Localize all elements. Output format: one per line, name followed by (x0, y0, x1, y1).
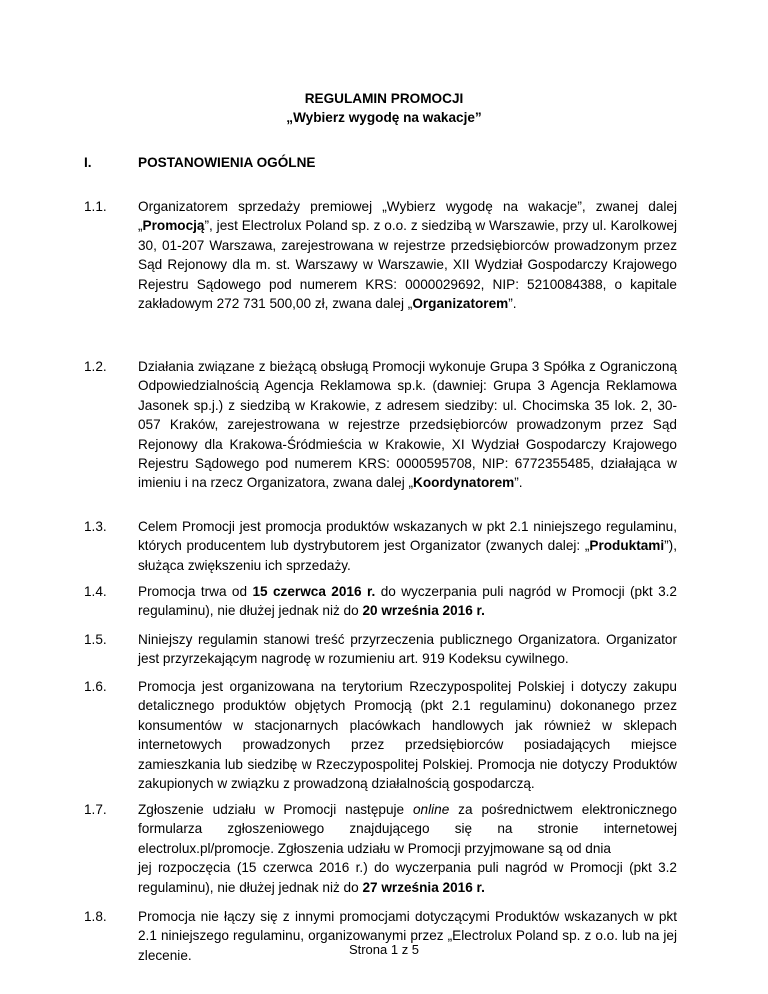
document-title: REGULAMIN PROMOCJI (304, 91, 464, 106)
clause-text: Niniejszy regulamin stanowi treść przyrzeczenia publicznego Organizatora. Organizator jest przyrzekającym nagrodę w rozumieniu art. 919 Kodeksu cywilnego. (138, 632, 677, 667)
clause-text: Działania związane z bieżącą obsługą Promocji wykonuje Grupa 3 Spółka z Ograniczoną Odpowiedzialnością Agencja Reklamowa sp.k. (dawniej: Grupa 3 Agencja Reklamowa Jasonek sp.j.) z siedzibą w Krakowie, z adresem siedziby: ul. Chocimska 35 lok. 2, 30-057 Kraków, zarejestrowana w rejestrze przedsiębiorców prowadzonym przez Sąd Rejonowy dla Krakowa-Śródmieścia w Krakowie, XI Wydział Gospodarczy Krajowego Rejestru Sądowego pod numerem KRS: 0000595708, NIP: 6772355485, działająca w imieniu i na rzecz Organizatora, zwana dalej „Koordynatorem”. (138, 359, 677, 491)
clause-text: Promocja trwa od 15 czerwca 2016 r. do wyczerpania puli nagród w Promocji (pkt 3.2 regulaminu), nie dłużej jednak niż do 20 września 2016 r. (138, 584, 677, 619)
clause-number: 1.1. (84, 199, 107, 214)
clause-text: Zgłoszenie udziału w Promocji następuje online za pośrednictwem elektronicznego formularza zgłoszeniowego znajdującego się na stronie internetowej electrolux.pl/promocje. Zgłoszenia udziału w Promocji przyjmowane są od dnia jej rozpoczęcia (15 czerwca 2016 r.) do wyczerpania puli nagród w Promocji (pkt 3.2 regulaminu), nie dłużej jednak niż do 27 września 2016 r. (138, 802, 677, 895)
document-subtitle: „Wybierz wygodę na wakacje” (286, 110, 482, 125)
clause-number: 1.5. (84, 632, 107, 647)
clause-text: Promocja jest organizowana na terytorium Rzeczypospolitej Polskiej i dotyczy zakupu detalicznego produktów objętych Promocją (pkt 2.1 regulaminu) dokonanego przez konsumentów w stacjonarnych placówkach handlowych jak również w sklepach internetowych prowadzonych przez przedsiębiorców posiadających miejsce zamieszkania lub siedzibę w Rzeczypospolitej Polskiej. Promocja nie dotyczy Produktów zakupionych w związku z prowadzoną działalnością gospodarczą. (138, 679, 677, 792)
clause-text: Promocja nie łączy się z innymi promocjami dotyczącymi Produktów wskazanych w pkt 2.1 niniejszego regulaminu, organizowanymi przez „Electrolux Poland sp. z o.o. lub na jej zlecenie. (138, 909, 677, 963)
clause-number: 1.2. (84, 359, 107, 374)
clause-number: 1.3. (84, 519, 107, 534)
section-number: I. (84, 155, 92, 170)
clause-number: 1.7. (84, 802, 107, 817)
clause-number: 1.4. (84, 584, 107, 599)
clause-text: Organizatorem sprzedaży premiowej „Wybierz wygodę na wakacje”, zwanej dalej „Promocją”, jest Electrolux Poland sp. z o.o. z siedzibą w Warszawie, przy ul. Karolkowej 30, 01-207 Warszawa, zarejestrowana w rejestrze przedsiębiorców prowadzonym przez Sąd Rejonowy dla m. st. Warszawy w Warszawie, XII Wydział Gospodarczy Krajowego Rejestru Sądowego pod numerem KRS: 0000029692, NIP: 5210084388, o kapitale zakładowym 272 731 500,00 zł, zwana dalej „Organizatorem”. (138, 199, 677, 312)
clause-number: 1.8. (84, 909, 107, 924)
page-footer: Strona 1 z 5 (348, 942, 420, 957)
section-heading: POSTANOWIENIA OGÓLNE (138, 155, 316, 170)
clause-text: Celem Promocji jest promocja produktów wskazanych w pkt 2.1 niniejszego regulaminu, których producentem lub dystrybutorem jest Organizator (zwanych dalej: „Produktami”), służąca zwiększeniu ich sprzedaży. (138, 519, 677, 573)
clause-number: 1.6. (84, 679, 107, 694)
